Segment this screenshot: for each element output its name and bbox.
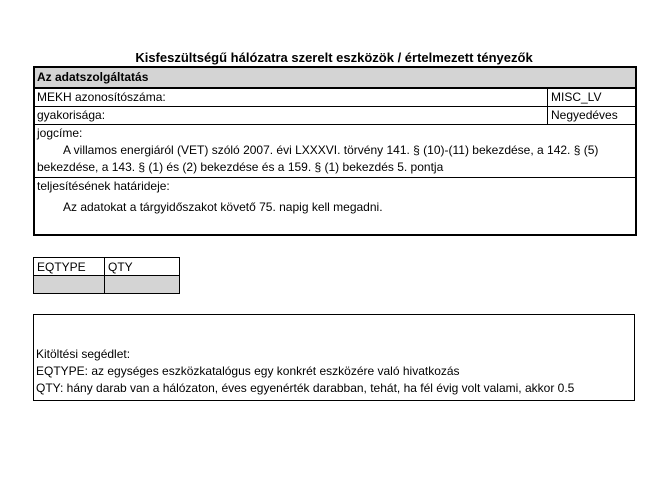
eqtype-header: EQTYPE xyxy=(34,258,105,276)
section-header: Az adatszolgáltatás xyxy=(35,68,635,89)
frequency-label: gyakorisága: xyxy=(37,108,106,122)
table-header-row xyxy=(34,258,180,276)
info-box xyxy=(33,66,637,236)
legal-basis-row xyxy=(35,125,635,178)
table-row xyxy=(34,276,180,294)
frequency-value[interactable]: Negyedéves xyxy=(547,107,635,124)
help-line-eqtype: EQTYPE: az egységes eszközkatalógus egy konkrét eszközére való hivatkozás xyxy=(36,364,460,378)
help-heading: Kitöltési segédlet: xyxy=(36,347,131,361)
deadline-row xyxy=(35,178,635,234)
qty-header: QTY xyxy=(105,258,180,276)
equipment-table xyxy=(33,257,180,294)
mekh-id-value[interactable]: MISC_LV xyxy=(547,89,635,106)
qty-cell[interactable] xyxy=(105,276,180,294)
deadline-text: Az adatokat a tárgyidőszakot követő 75. napig kell megadni. xyxy=(63,200,383,214)
mekh-id-label: MEKH azonosítószáma: xyxy=(37,90,166,104)
help-box xyxy=(33,314,635,401)
mekh-id-row xyxy=(35,89,635,107)
eqtype-cell[interactable] xyxy=(34,276,105,294)
legal-basis-label: jogcíme: xyxy=(37,126,83,140)
help-line-qty: QTY: hány darab van a hálózaton, éves egyenérték darabban, tehát, ha fél évig volt valami, akkor 0.5 xyxy=(36,381,575,395)
deadline-label: teljesítésének határideje: xyxy=(37,179,170,193)
legal-basis-line-2: bekezdése, a 143. § (1) és (2) bekezdése és a 159. § (1) bekezdés 5. pontja xyxy=(37,160,444,174)
frequency-row xyxy=(35,107,635,125)
page-title: Kisfeszültségű hálózatra szerelt eszközök / értelmezett tényezők xyxy=(135,50,533,65)
legal-basis-line-1: A villamos energiáról (VET) szóló 2007. évi LXXXVI. törvény 141. § (10)-(11) bekezdése, a 142. § (5) xyxy=(63,143,599,157)
